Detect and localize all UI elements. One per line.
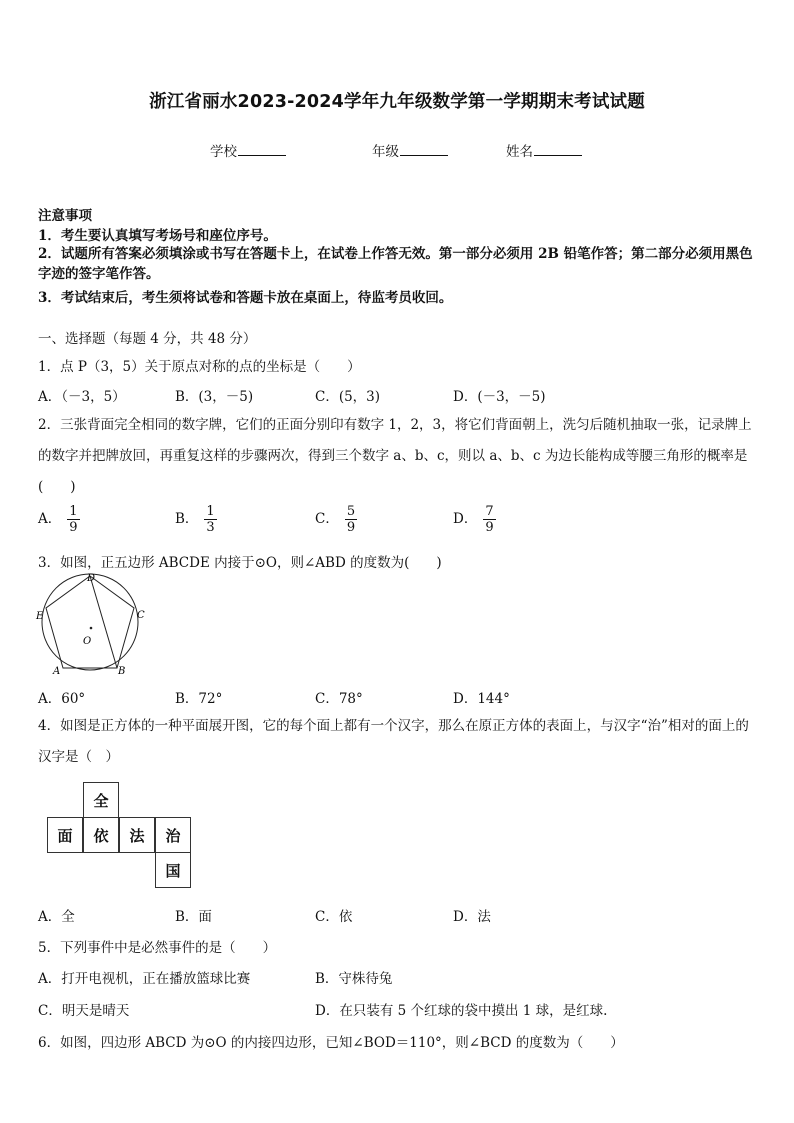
label-a: A: [53, 666, 61, 677]
q4-option-c: C．依: [315, 909, 353, 925]
notice-heading: 注意事项: [38, 208, 92, 224]
q5-option-b: B．守株待兔: [315, 971, 393, 987]
q2-stem: 2．三张背面完全相同的数字牌，它们的正面分别印有数字 1，2，3，将它们背面朝上，洗匀后随机抽取一张，记录牌上的数字并把牌放回，再重复这样的步骤两次，得到三个数字 a、b、c，则以 a、b、c 为边长能构成等腰三角形的概率是( ): [38, 417, 752, 495]
q4-stem: 4．如图是正方体的一种平面展开图，它的每个面上都有一个汉字，那么在原正方体的表面上，与汉字“治”相对的面上的汉字是（ ）: [38, 718, 749, 765]
pentagon-circle-figure: [34, 570, 154, 680]
q1-option-c: C．(5，3): [315, 389, 381, 405]
q1-stem: 1．点 P（3，5）关于原点对称的点的坐标是（ ）: [38, 359, 361, 375]
notice-item-3: 3．考试结束后，考生须将试卷和答题卡放在桌面上，待监考员收回。: [38, 290, 453, 306]
q3-option-a: A．60°: [38, 691, 86, 707]
circle-o: [42, 574, 138, 670]
net-face-top: 全: [83, 782, 119, 818]
q5-stem: 5．下列事件中是必然事件的是（ ）: [38, 940, 277, 956]
q3-option-c: C．78°: [315, 691, 363, 707]
q5-option-c: C．明天是晴天: [38, 1003, 130, 1019]
net-face-1: 面: [47, 817, 83, 853]
q3-stem: 3．如图，正五边形 ABCDE 内接于⊙O，则∠ABD 的度数为( ): [38, 555, 442, 571]
label-o: O: [83, 636, 92, 647]
pentagon-abcde: [46, 576, 134, 668]
q5-option-a: A．打开电视机，正在播放篮球比赛: [38, 971, 251, 987]
net-face-4: 治: [155, 817, 191, 853]
name-field: 姓名: [506, 140, 582, 160]
q2-option-a: A． $\frac{1}{9}$: [38, 504, 78, 535]
q4-option-a: A．全: [38, 909, 75, 925]
label-d: D: [87, 573, 96, 584]
q3-option-d: D．144°: [453, 691, 510, 707]
net-face-2: 依: [83, 817, 119, 853]
grade-field: 年级: [372, 140, 448, 160]
q2-option-d: D． $\frac{7}{9}$: [453, 504, 494, 535]
center-point: [90, 627, 93, 630]
q1-option-a: A．（－3，5）: [38, 389, 126, 405]
q4-option-b: B．面: [175, 909, 212, 925]
q3-option-b: B．72°: [175, 691, 223, 707]
net-face-bottom: 国: [155, 852, 191, 888]
q5-option-d: D．在只装有 5 个红球的袋中摸出 1 球，是红球.: [315, 1003, 608, 1019]
section-heading: 一、选择题（每题 4 分，共 48 分）: [38, 331, 257, 347]
q6-stem: 6．如图，四边形 ABCD 为⊙O 的内接四边形，已知∠BOD＝110°，则∠BCD 的度数为（ ）: [38, 1035, 624, 1051]
segment-bd: [90, 576, 117, 668]
q1-option-d: D．(－3，－5): [453, 389, 546, 405]
label-e: E: [36, 611, 44, 622]
exam-title: 浙江省丽水2023-2024学年九年级数学第一学期期末考试试题: [149, 92, 645, 112]
notice-item-1: 1．考生要认真填写考场号和座位序号。: [38, 228, 277, 244]
label-c: C: [137, 610, 145, 621]
q1-option-b: B．(3，－5): [175, 389, 254, 405]
q2-option-c: C． $\frac{5}{9}$: [315, 504, 356, 535]
q2-option-b: B． $\frac{1}{3}$: [175, 504, 215, 535]
school-field: 学校: [210, 140, 286, 160]
net-face-3: 法: [119, 817, 155, 853]
label-b: B: [118, 666, 126, 677]
q4-option-d: D．法: [453, 909, 491, 925]
notice-item-2: 2．试题所有答案必须填涂或书写在答题卡上，在试卷上作答无效。第一部分必须用 2B 铅笔作答；第二部分必须用黑色字迹的签字笔作答。: [38, 246, 753, 282]
